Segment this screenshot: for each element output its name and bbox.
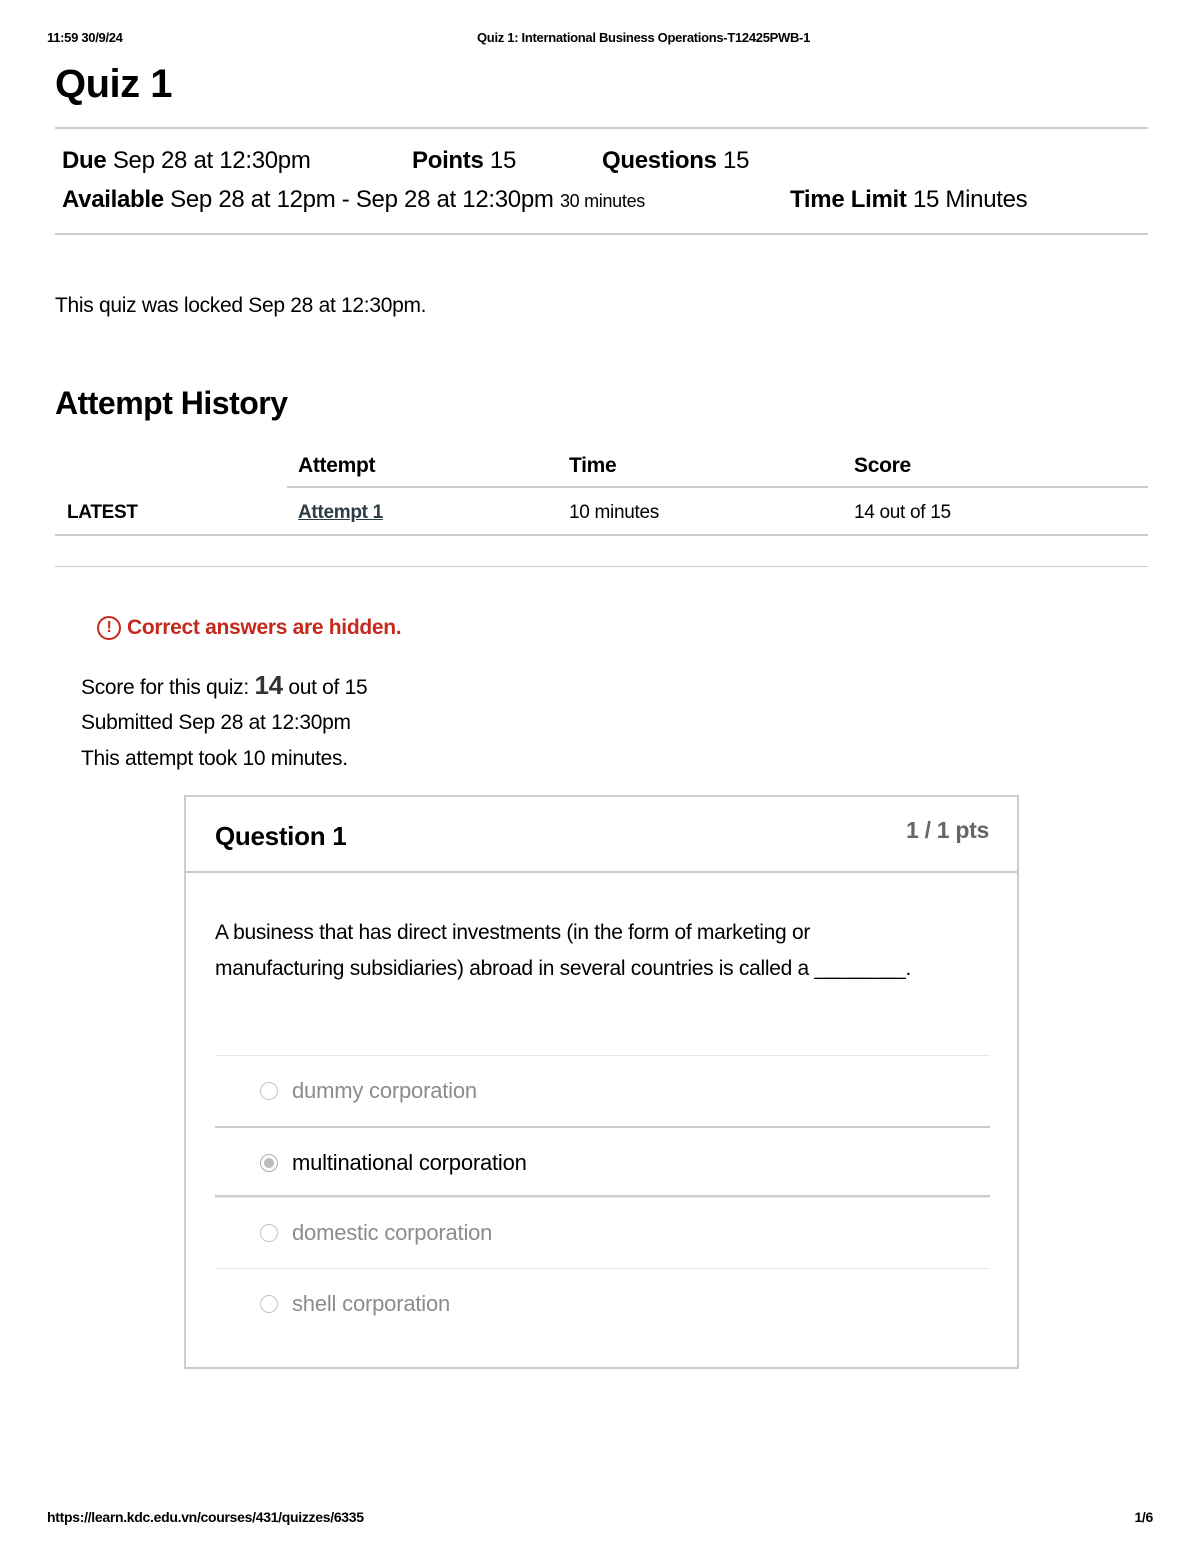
print-timestamp: 11:59 30/9/24 [47, 30, 123, 45]
questions-value: 15 [723, 147, 750, 174]
question-title: Question 1 [215, 821, 347, 851]
attempt-duration: This attempt took 10 minutes. [81, 747, 348, 770]
answer-label: domestic corporation [292, 1220, 493, 1245]
locked-message: This quiz was locked Sep 28 at 12:30pm. [55, 294, 427, 317]
score-prefix: Score for this quiz: [81, 676, 249, 699]
print-url: https://learn.kdc.edu.vn/courses/431/quizzes/6335 [47, 1509, 364, 1525]
print-header [47, 30, 1153, 50]
question-text: A business that has direct investments (in the form of marketing or manufacturing subsidiaries) abroad in several countries is called a ________. [215, 921, 911, 980]
points-label: Points [412, 147, 484, 174]
score-value: 14 [254, 670, 283, 700]
submitted-time: Submitted Sep 28 at 12:30pm [81, 711, 351, 734]
score-suffix: out of 15 [288, 676, 368, 699]
answer-label: shell corporation [292, 1291, 451, 1316]
answer-label: multinational corporation [292, 1150, 527, 1175]
column-header-attempt: Attempt [298, 454, 376, 477]
attempt-1-link[interactable]: Attempt 1 [298, 502, 383, 523]
attempt-history-title: Attempt History [55, 385, 288, 421]
print-document-title: Quiz 1: International Business Operations-T12425PWB-1 [477, 30, 811, 45]
quiz-available [62, 186, 645, 214]
points-value: 15 [489, 147, 517, 174]
radio-selected-icon[interactable] [260, 1154, 278, 1172]
answer-option[interactable] [215, 1268, 990, 1339]
question-header [186, 797, 1017, 873]
attempt-tag-latest: LATEST [67, 502, 138, 523]
radio-icon[interactable] [260, 1224, 278, 1242]
quiz-due [62, 147, 311, 175]
table-header-divider [287, 486, 1148, 488]
available-value: Sep 28 at 12pm - Sep 28 at 12:30pm [170, 186, 554, 213]
attempt-time: 10 minutes [569, 502, 659, 523]
radio-icon[interactable] [260, 1082, 278, 1100]
divider [55, 127, 1148, 129]
answer-list [215, 1055, 990, 1339]
questions-label: Questions [602, 147, 717, 174]
time-limit-label: Time Limit [790, 186, 907, 213]
print-page-number: 1/6 [1134, 1509, 1153, 1525]
warning-icon: ! [97, 616, 121, 640]
due-value: Sep 28 at 12:30pm [112, 147, 311, 174]
available-label: Available [62, 186, 164, 213]
page-title: Quiz 1 [55, 62, 173, 106]
column-header-time: Time [569, 454, 617, 477]
divider [55, 566, 1148, 567]
column-header-score: Score [854, 454, 911, 477]
due-label: Due [62, 147, 107, 174]
quiz-time-limit [790, 186, 1027, 214]
question-points: 1 / 1 pts [906, 817, 989, 843]
quiz-questions [602, 147, 749, 175]
available-duration: 30 minutes [559, 191, 646, 211]
divider [55, 233, 1148, 235]
hidden-notice-text: Correct answers are hidden. [127, 616, 402, 639]
radio-icon[interactable] [260, 1295, 278, 1313]
answer-label: dummy corporation [292, 1078, 477, 1103]
answer-option[interactable] [215, 1197, 990, 1268]
table-row-divider [55, 534, 1148, 536]
answer-option-selected[interactable] [215, 1126, 990, 1197]
question-card [184, 795, 1019, 1369]
quiz-score [81, 670, 367, 701]
time-limit-value: 15 Minutes [912, 186, 1028, 213]
correct-answers-hidden-notice [97, 616, 401, 640]
attempt-score: 14 out of 15 [854, 502, 951, 523]
quiz-points [412, 147, 516, 175]
answer-option[interactable] [215, 1055, 990, 1126]
